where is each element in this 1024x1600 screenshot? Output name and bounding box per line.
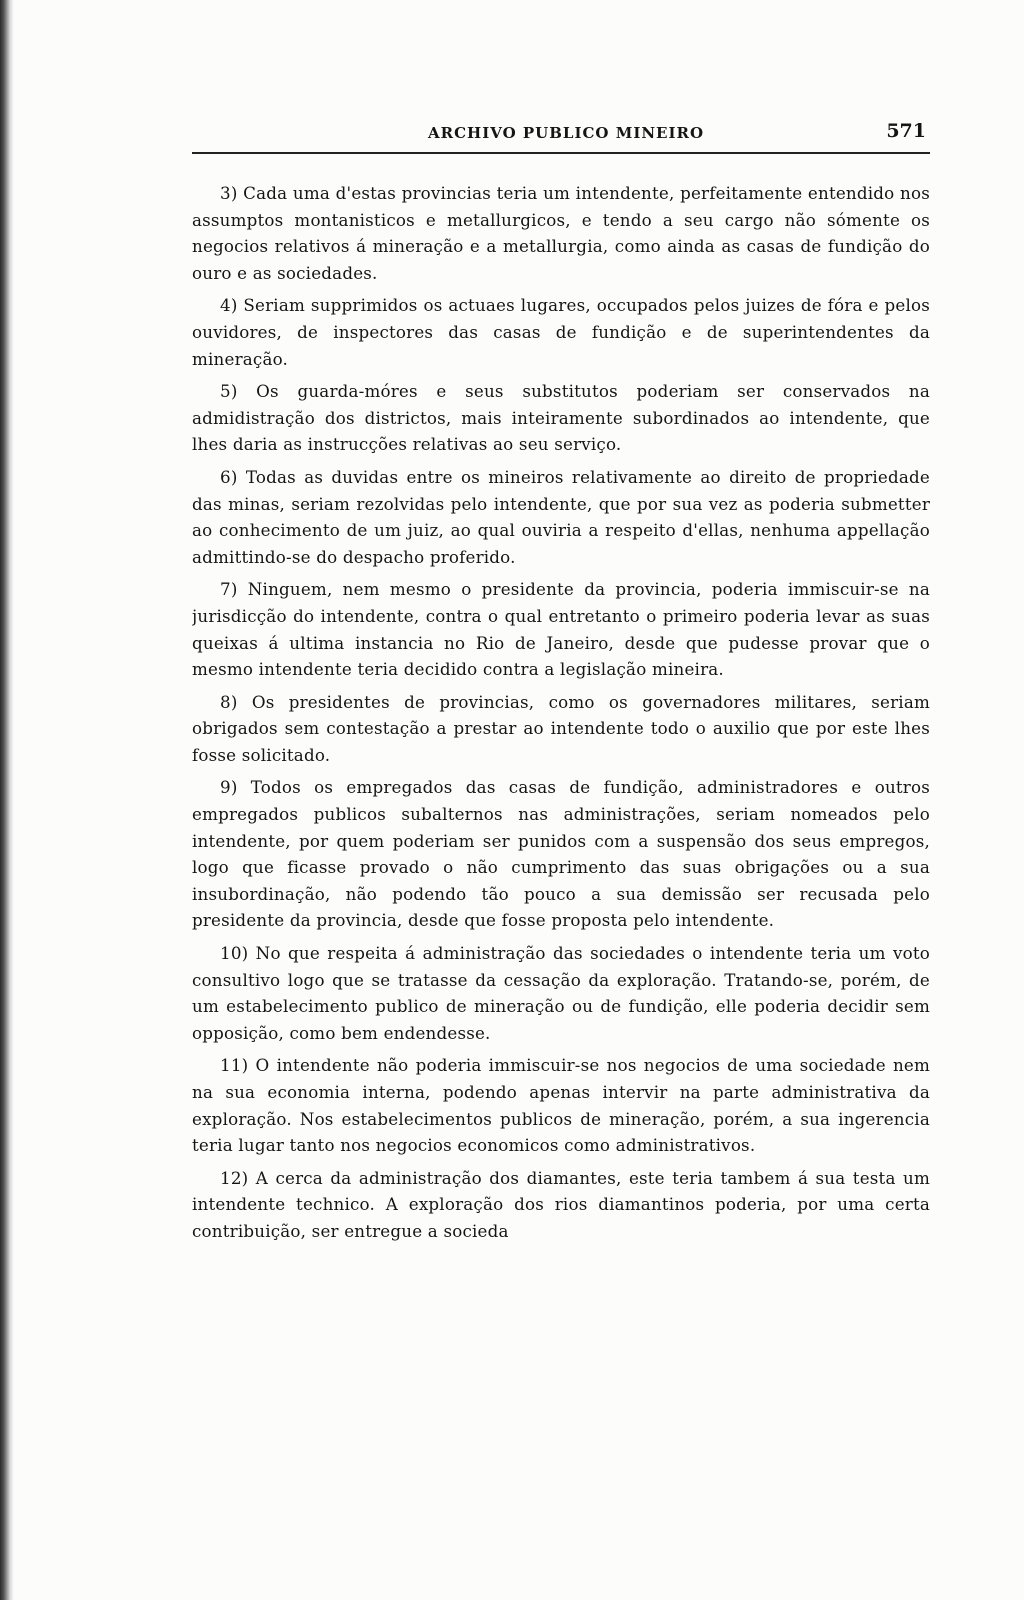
page-number: 571 <box>886 120 926 142</box>
paragraph-11: 11) O intendente não poderia immiscuir-se nos negocios de uma sociedade nem na sua economia interna, podendo apenas intervir na parte administrativa da exploração. Nos estabelecimentos publicos de mineração, porém, a sua ingerencia teria lugar tanto nos negocios economicos como administrativos. <box>192 1055 930 1156</box>
header-rule <box>192 152 930 154</box>
paragraph-10: 10) No que respeita á administração das sociedades o intendente teria um voto consultivo logo que se tratasse da cessação da exploração. Tratando-se, porém, de um estabelecimento publico de mineração ou de fundição, elle poderia decidir sem opposição, como bem endendesse. <box>192 943 930 1043</box>
paragraph-5: 5) Os guarda-móres e seus substitutos poderiam ser conservados na admidistração dos districtos, mais inteiramente subordinados ao intendente, que lhes daria as instrucções relativas ao seu serviço. <box>192 381 930 455</box>
scan-binding-edge <box>0 0 14 1600</box>
paragraph-3: 3) Cada uma d'estas provincias teria um intendente, perfeitamente entendido nos assumptos montanisticos e metallurgicos, e tendo a seu cargo não sómente os negocios relativos á mineração e a metallurgia, como ainda as casas de fundição do ouro e as sociedades. <box>192 183 930 283</box>
body-text <box>192 180 930 1430</box>
paragraph-6: 6) Todas as duvidas entre os mineiros relativamente ao direito de propriedade das minas, seriam rezolvidas pelo intendente, que por sua vez as poderia submetter ao conhecimento de um juiz, ao qual ouviria a respeito d'ellas, nenhuma appellação admittindo-se do despacho proferido. <box>192 466 930 567</box>
paragraph-9: 9) Todos os empregados das casas de fundição, administradores e outros empregados publicos subalternos nas administrações, seriam nomeados pelo intendente, por quem poderiam ser punidos com a suspensão dos seus empregos, logo que ficasse provado o não cumprimento das suas obrigações ou a sua insubordinação, não podendo tão pouco a sua demissão ser recusada pelo presidente da provincia, desde que fosse proposta pelo intendente. <box>192 777 930 931</box>
running-title: ARCHIVO PUBLICO MINEIRO <box>428 124 705 142</box>
paragraph-4: 4) Seriam supprimidos os actuaes lugares, occupados pelos juizes de fóra e pelos ouvidores, de inspectores das casas de fundição e de superintendentes da mineração. <box>192 295 930 369</box>
page-header <box>192 118 930 146</box>
paragraph-12: 12) A cerca da administração dos diamantes, este teria tambem á sua testa um intendente technico. A exploração dos rios diamantinos poderia, por uma certa contribuição, ser entregue a socieda <box>192 1167 930 1241</box>
paragraph-7: 7) Ninguem, nem mesmo o presidente da provincia, poderia immiscuir-se na jurisdicção do intendente, contra o qual entretanto o primeiro poderia levar as suas queixas á ultima instancia no Rio de Janeiro, desde que pudesse provar que o mesmo intendente teria decidido contra a legislação mineira. <box>192 579 930 680</box>
paragraph-8: 8) Os presidentes de provincias, como os governadores militares, seriam obrigados sem contestação a prestar ao intendente todo o auxilio que por este lhes fosse solicitado. <box>192 691 930 765</box>
